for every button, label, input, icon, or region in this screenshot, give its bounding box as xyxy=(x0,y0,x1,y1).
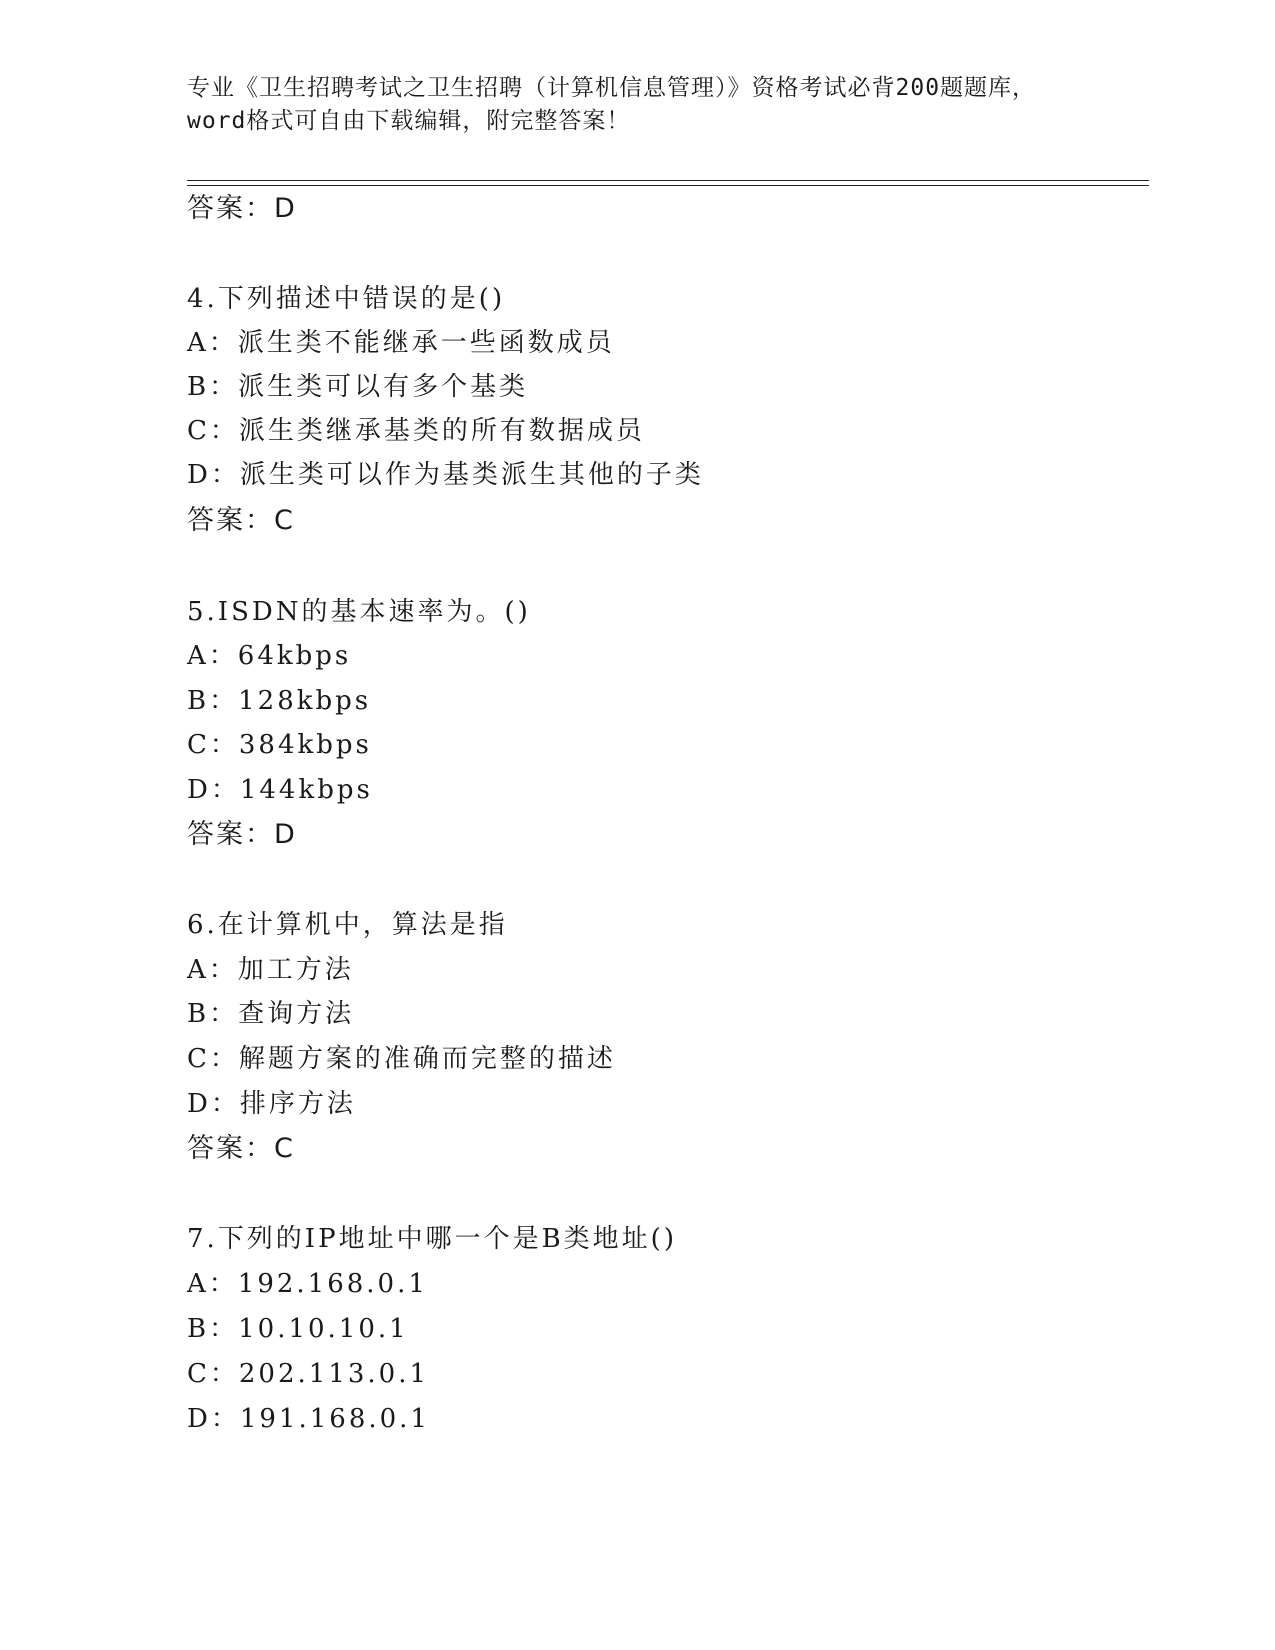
question-4-option-c: C：派生类继承基类的所有数据成员 xyxy=(187,416,645,446)
question-5-option-c: C：384kbps xyxy=(187,730,372,760)
question-6-option-b: B：查询方法 xyxy=(187,999,355,1029)
question-4-option-a: A：派生类不能继承一些函数成员 xyxy=(187,328,615,358)
header-divider-top xyxy=(187,180,1149,181)
question-6-answer: 答案：C xyxy=(187,1133,295,1164)
question-5-stem: 5.ISDN的基本速率为。() xyxy=(187,597,531,627)
question-7-option-d: D：191.168.0.1 xyxy=(187,1404,430,1434)
question-6-option-a: A：加工方法 xyxy=(187,955,354,985)
header-line-2: word格式可自由下载编辑，附完整答案！ xyxy=(187,108,631,134)
question-4-option-b: B：派生类可以有多个基类 xyxy=(187,372,529,402)
question-6-option-c: C：解题方案的准确而完整的描述 xyxy=(187,1044,616,1074)
question-4-option-d: D：派生类可以作为基类派生其他的子类 xyxy=(187,460,704,490)
question-5-option-a: A：64kbps xyxy=(187,641,352,671)
question-7-option-b: B：10.10.10.1 xyxy=(187,1314,409,1344)
question-5-option-b: B：128kbps xyxy=(187,686,372,716)
question-7-option-a: A：192.168.0.1 xyxy=(187,1269,428,1299)
question-4-stem: 4.下列描述中错误的是() xyxy=(187,284,506,314)
header-divider-bottom xyxy=(187,185,1149,186)
previous-answer: 答案：D xyxy=(187,193,297,224)
question-7-option-c: C：202.113.0.1 xyxy=(187,1359,430,1389)
header-line-1: 专业《卫生招聘考试之卫生招聘（计算机信息管理）》资格考试必背200题题库， xyxy=(187,75,1037,101)
question-7-stem: 7.下列的IP地址中哪一个是B类地址() xyxy=(187,1224,677,1254)
question-5-option-d: D：144kbps xyxy=(187,775,373,805)
question-6-option-d: D：排序方法 xyxy=(187,1089,356,1119)
question-4-answer: 答案：C xyxy=(187,505,295,536)
question-6-stem: 6.在计算机中，算法是指 xyxy=(187,910,508,940)
document-header xyxy=(187,72,1087,138)
question-5-answer: 答案：D xyxy=(187,819,297,850)
